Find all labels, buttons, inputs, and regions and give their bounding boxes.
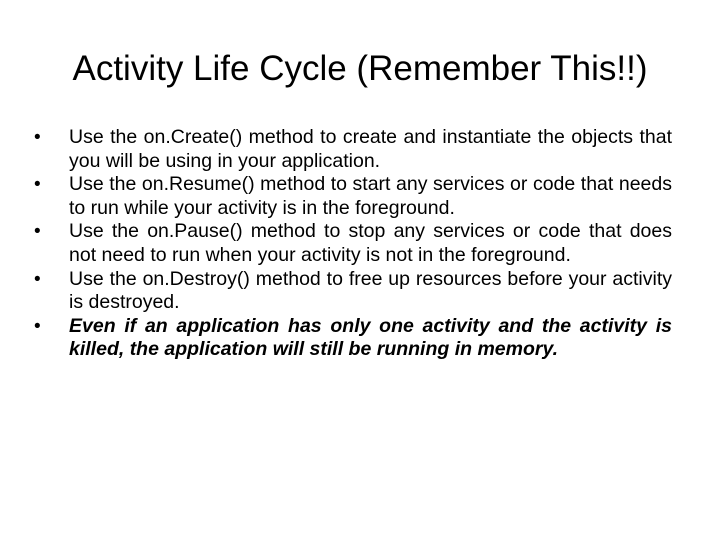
- slide-title: Activity Life Cycle (Remember This!!): [72, 49, 648, 88]
- bullet-text: Use the on.Pause() method to stop any services or code that does not need to run when your activity is not in the foreground.: [69, 220, 672, 266]
- bullet-oncreate: [34, 126, 672, 173]
- bullet-ondestroy: [34, 268, 672, 315]
- bullet-icon: •: [34, 127, 41, 148]
- bullet-icon: •: [34, 268, 41, 290]
- bullet-text: Use the on.Create() method to create and instantiate the objects that you will be using in your application.: [69, 126, 672, 172]
- bullet-icon: •: [34, 221, 41, 243]
- bullet-text: Use the on.Destroy() method to free up resources before your activity is destroyed.: [69, 267, 672, 314]
- bullet-onresume: [34, 173, 672, 220]
- bullet-onpause: [34, 220, 672, 267]
- bullet-memory-note: [34, 315, 672, 362]
- bullet-icon: •: [34, 315, 41, 337]
- bullet-text: Use the on.Resume() method to start any services or code that needs to run while your activity is in the foreground.: [69, 173, 672, 219]
- bullet-icon: •: [34, 174, 41, 196]
- bullet-list: [34, 126, 672, 362]
- bullet-text: Even if an application has only one activity and the activity is killed, the application will still be running in memory.: [69, 314, 672, 361]
